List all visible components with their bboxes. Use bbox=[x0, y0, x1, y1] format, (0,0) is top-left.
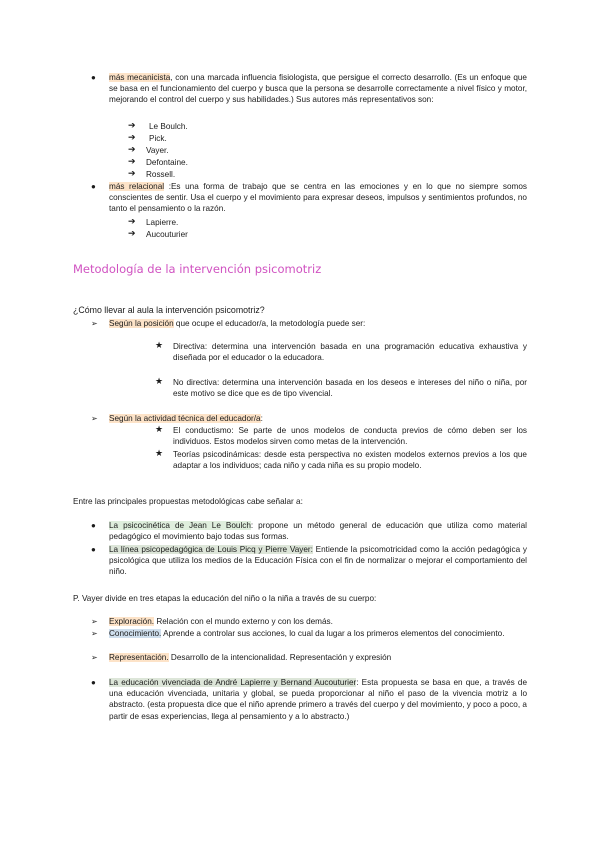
relacional-paragraph: más relacional :Es una forma de trabajo que se centra en las emociones y en lo que no siempre somos conscientes de sentir. Usa el cuerpo y el movimiento para expresar deseos, impulsos y sentimientos profundos, no tanto el pensamiento o la razón. bbox=[109, 182, 528, 214]
stage-representacion: Representación. Desarrollo de la intencionalidad. Representación y expresión bbox=[109, 653, 392, 662]
proposals-intro: Entre las principales propuestas metodológicas cabe señalar a: bbox=[73, 497, 303, 506]
bullet-icon: ● bbox=[91, 545, 96, 554]
star-icon: ★ bbox=[155, 340, 164, 350]
conductismo-item: El conductismo: Se parte de unos modelos de conducta previos de cómo deben ser los individuos. Estos modelos sirven como metas de la intervención. bbox=[173, 426, 527, 447]
chevron-icon: ➢ bbox=[91, 617, 98, 626]
arrow-icon: ➔ bbox=[128, 216, 136, 226]
posicion-term: Según la posición bbox=[109, 319, 174, 328]
picq-vayer-term: La línea psicopedagógica de Louis Picq y Pierre Vayer: bbox=[109, 545, 313, 554]
picq-vayer-proposal: La línea psicopedagógica de Louis Picq y Pierre Vayer: Entiende la psicomotricidad como la acción pedagógica y psicológica que utiliza los medios de la Educación Física con el fin de normalizar o mejorar el comportamiento del niño. bbox=[109, 545, 527, 577]
arrow-icon: ➔ bbox=[128, 228, 136, 238]
posicion-line: Según la posición que ocupe el educador/a, la metodología puede ser: bbox=[109, 319, 366, 328]
le-boulch-term: La psicocinética de Jean Le Boulch bbox=[109, 521, 251, 530]
bullet-icon: ● bbox=[91, 521, 96, 530]
vayer-intro: P. Vayer divide en tres etapas la educación del niño o la niña a través de su cuerpo: bbox=[73, 594, 377, 603]
star-icon: ★ bbox=[155, 376, 164, 386]
actividad-line: Según la actividad técnica del educador/a: bbox=[109, 414, 263, 423]
bullet-icon: ● bbox=[91, 678, 96, 687]
vivenciada-paragraph: La educación vivenciada de André Lapierre y Bernand Aucouturier: Esta propuesta se basa en que, a través de una educación vivenciada, unitaria y global, se pueda proporcionar al niño el paso de la vivencia motriz a lo abstracto. (esta propuesta dice que el niño aprende primero a través del cuerpo y del movimiento, y poco a poco, a partir de esas experiencias, llega al pensamiento y a lo abstracto.) bbox=[109, 678, 528, 721]
stage-exploracion: Exploración. Relación con el mundo externo y con los demás. bbox=[109, 617, 333, 626]
bullet-icon: ● bbox=[91, 73, 96, 82]
section-heading: Metodología de la intervención psicomotriz bbox=[73, 262, 322, 276]
stage-term: Representación. bbox=[109, 653, 169, 662]
directiva-item: Directiva: determina una intervención basada en una programación educativa exhaustiva y diseñada por el educador o la educadora. bbox=[173, 342, 527, 363]
chevron-icon: ➢ bbox=[91, 414, 98, 423]
author-item: Le Boulch. bbox=[149, 122, 188, 131]
chevron-icon: ➢ bbox=[91, 319, 98, 328]
chevron-icon: ➢ bbox=[91, 629, 98, 638]
author-item: Rossell. bbox=[146, 170, 176, 179]
star-icon: ★ bbox=[155, 424, 164, 434]
arrow-icon: ➔ bbox=[128, 132, 136, 142]
vivenciada-term: La educación vivenciada de André Lapierre y Bernand Aucouturier bbox=[109, 678, 357, 687]
arrow-icon: ➔ bbox=[128, 120, 136, 130]
relacional-term: más relacional bbox=[109, 182, 165, 191]
author-item: Pick. bbox=[149, 134, 167, 143]
arrow-icon: ➔ bbox=[128, 144, 136, 154]
chevron-icon: ➢ bbox=[91, 653, 98, 662]
actividad-term: Según la actividad técnica del educador/a bbox=[109, 414, 261, 423]
author-item: Defontaine. bbox=[146, 158, 188, 167]
no-directiva-item: No directiva: determina una intervención basada en los deseos e intereses del niño o niña, por este motivo se dice que es de tipo vivencial. bbox=[173, 378, 527, 399]
star-icon: ★ bbox=[155, 448, 164, 458]
arrow-icon: ➔ bbox=[128, 156, 136, 166]
author-item: Lapierre. bbox=[146, 218, 179, 227]
psicodinamicas-item: Teorías psicodinámicas: desde esta perspectiva no existen modelos externos previos a los que adaptar a los individuos; cada niño y cada niña es su propio modelo. bbox=[173, 450, 527, 471]
question-line: ¿Cómo llevar al aula la intervención psicomotriz? bbox=[73, 305, 265, 315]
stage-term: Exploración. bbox=[109, 617, 155, 626]
stage-conocimiento: Conocimiento. Aprende a controlar sus acciones, lo cual da lugar a los primeros elementos del conocimiento. bbox=[109, 629, 505, 638]
author-item: Vayer. bbox=[146, 146, 169, 155]
arrow-icon: ➔ bbox=[128, 168, 136, 178]
stage-term: Conocimiento. bbox=[109, 629, 162, 638]
mecanicista-paragraph: más mecanicista, con una marcada influencia fisiologista, que persigue el correcto desarrollo. (Es un enfoque que se basa en el funcionamiento del cuerpo y busca que la persona se desarrolle correctamente a nivel físico y motor, mejorando el control del cuerpo y sus habilidades.) Sus autores más representativos son: bbox=[109, 73, 527, 105]
le-boulch-proposal: La psicocinética de Jean Le Boulch: propone un método general de educación que utiliza como material pedagógico el movimiento bajo todas sus formas. bbox=[109, 521, 528, 542]
mecanicista-term: más mecanicista bbox=[109, 73, 171, 82]
bullet-icon: ● bbox=[91, 182, 96, 191]
author-item: Aucouturier bbox=[146, 230, 188, 239]
